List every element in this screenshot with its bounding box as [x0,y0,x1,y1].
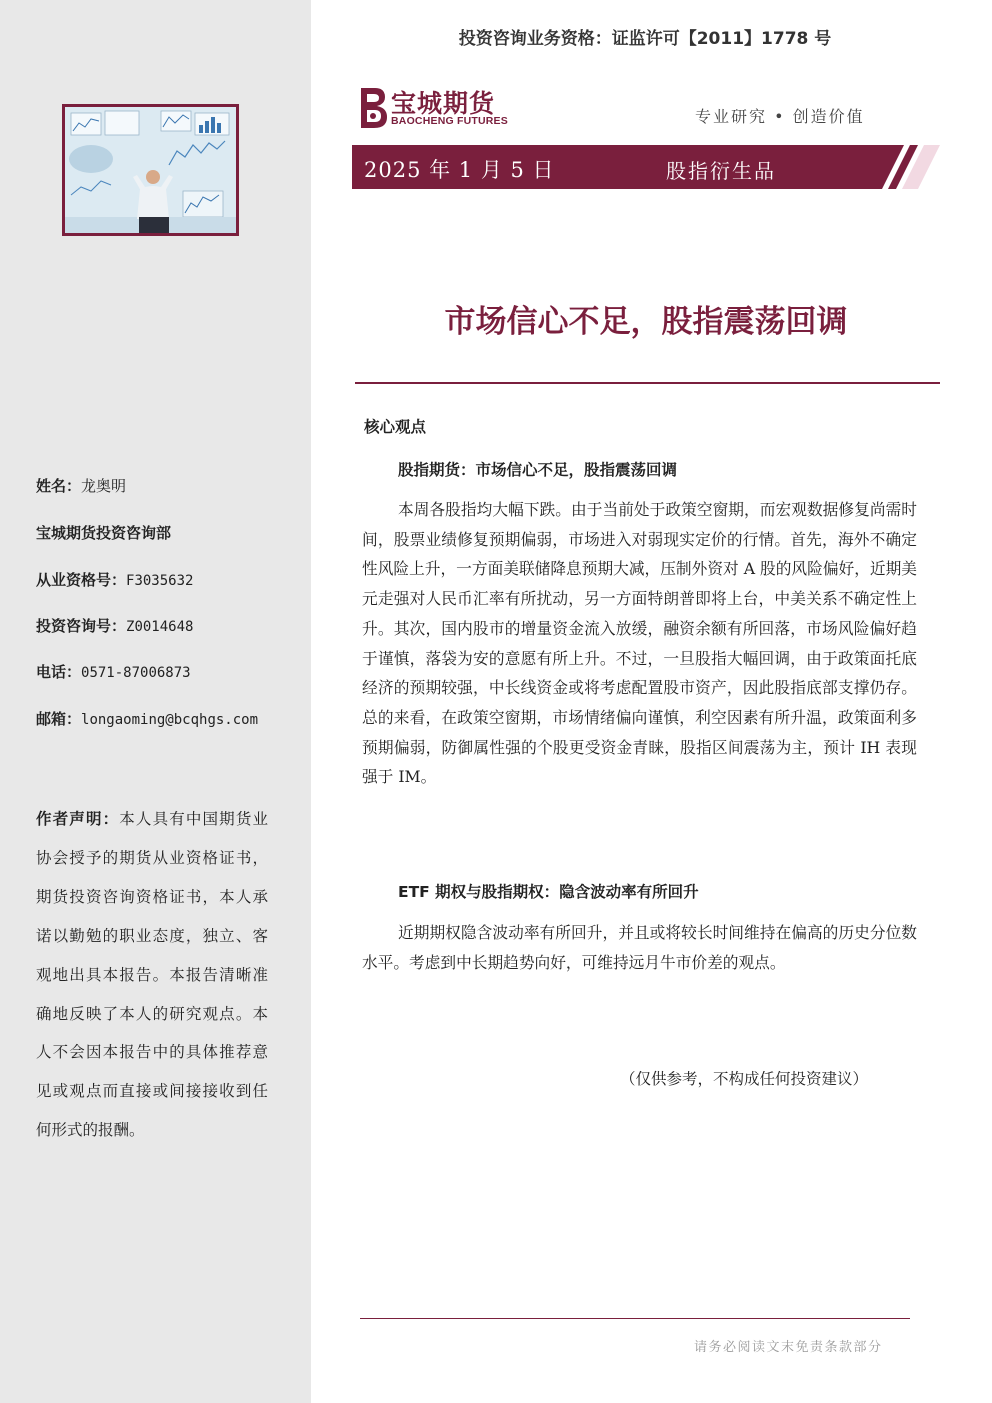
cert-label: 从业资格号： [36,571,127,589]
department [36,523,171,543]
author-statement [36,800,268,1150]
core-view-heading: 核心观点 [364,418,427,436]
cert-line [36,570,193,591]
date-banner [352,145,940,189]
license-line: 投资咨询业务资格：证监许可【2011】1778 号 [458,29,832,49]
email-address[interactable]: longaoming@bcqhgs.com [81,712,259,728]
email-line [36,709,258,730]
logo-mark-icon [355,84,389,130]
title-divider [355,382,940,384]
section-body-options: 近期期权隐含波动率有所回升，并且或将较长时间维持在偏高的历史分位数水平。考虑到中长期趋势向好，可维持远月牛市价差的观点。 [362,923,917,972]
phone-label: 电话： [36,663,82,681]
logo-chinese-name: 宝城期货 [391,89,496,118]
report-title: 市场信心不足，股指震荡回调 [444,304,848,340]
email-label: 邮箱： [36,710,82,728]
author-name: 龙奥明 [81,477,127,495]
section-heading-options: ETF 期权与股指期权：隐含波动率有所回升 [398,883,699,901]
footer-divider [360,1318,910,1319]
company-logo [355,84,525,132]
department-name: 宝城期货投资咨询部 [36,524,172,542]
statement-text: 本人具有中国期货业协会授予的期货从业资格证书，期货投资咨询资格证书，本人承诺以勤勉的职业态度，独立、客观地出具本报告。本报告清晰准确地反映了本人的研究观点。本人不会因本报告中的具体推荐意见或观点而直接或间接接收到任何形式的报酬。 [36,810,268,1140]
logo-english-name: BAOCHENG FUTURES [391,115,508,127]
author-name-label: 姓名： [36,477,82,495]
disclaimer-note: （仅供参考，不构成任何投资建议） [620,1070,869,1088]
section-heading-index-futures: 股指期货：市场信心不足，股指震荡回调 [398,461,678,479]
statement-label: 作者声明： [36,810,120,828]
author-name-line [36,476,126,496]
slogan: 专业研究 • 创造价值 [695,107,865,126]
phone-number: 0571-87006873 [81,665,191,681]
report-category: 股指衍生品 [666,159,776,183]
cover-image [62,104,239,236]
cert-number: F3035632 [126,573,194,589]
report-date: 2025 年 1 月 5 日 [364,158,555,182]
footer-note: 请务必阅读文末免责条款部分 [694,1340,883,1355]
sidebar [0,0,311,1403]
phone-line [36,662,191,683]
advisory-line [36,616,193,637]
advisory-label: 投资咨询号： [36,617,127,635]
advisory-number: Z0014648 [126,619,194,635]
section-body-index-futures: 本周各股指均大幅下跌。由于当前处于政策空窗期，而宏观数据修复尚需时间，股票业绩修复预期偏弱，市场进入对弱现实定价的行情。首先，海外不确定性风险上升，一方面美联储降息预期大减，压制外资对 A 股的风险偏好，近期美元走强对人民币汇率有所扰动，另一方面特朗普即将上台，中美关系不确定性上升。其次，国内股市的增量资金流入放缓，融资余额有所回落，市场风险偏好趋于谨慎，落袋为安的意愿有所上升。不过，一旦股指大幅回调，由于政策面托底经济的预期较强，中长线资金或将考虑配置股市资产，因此股指底部支撑仍存。总的来看，在政策空窗期，市场情绪偏向谨慎，利空因素有所升温，政策面利多预期偏弱，防御属性强的个股更受资金青睐，股指区间震荡为主，预计 IH 表现强于 IM。 [362,500,917,787]
